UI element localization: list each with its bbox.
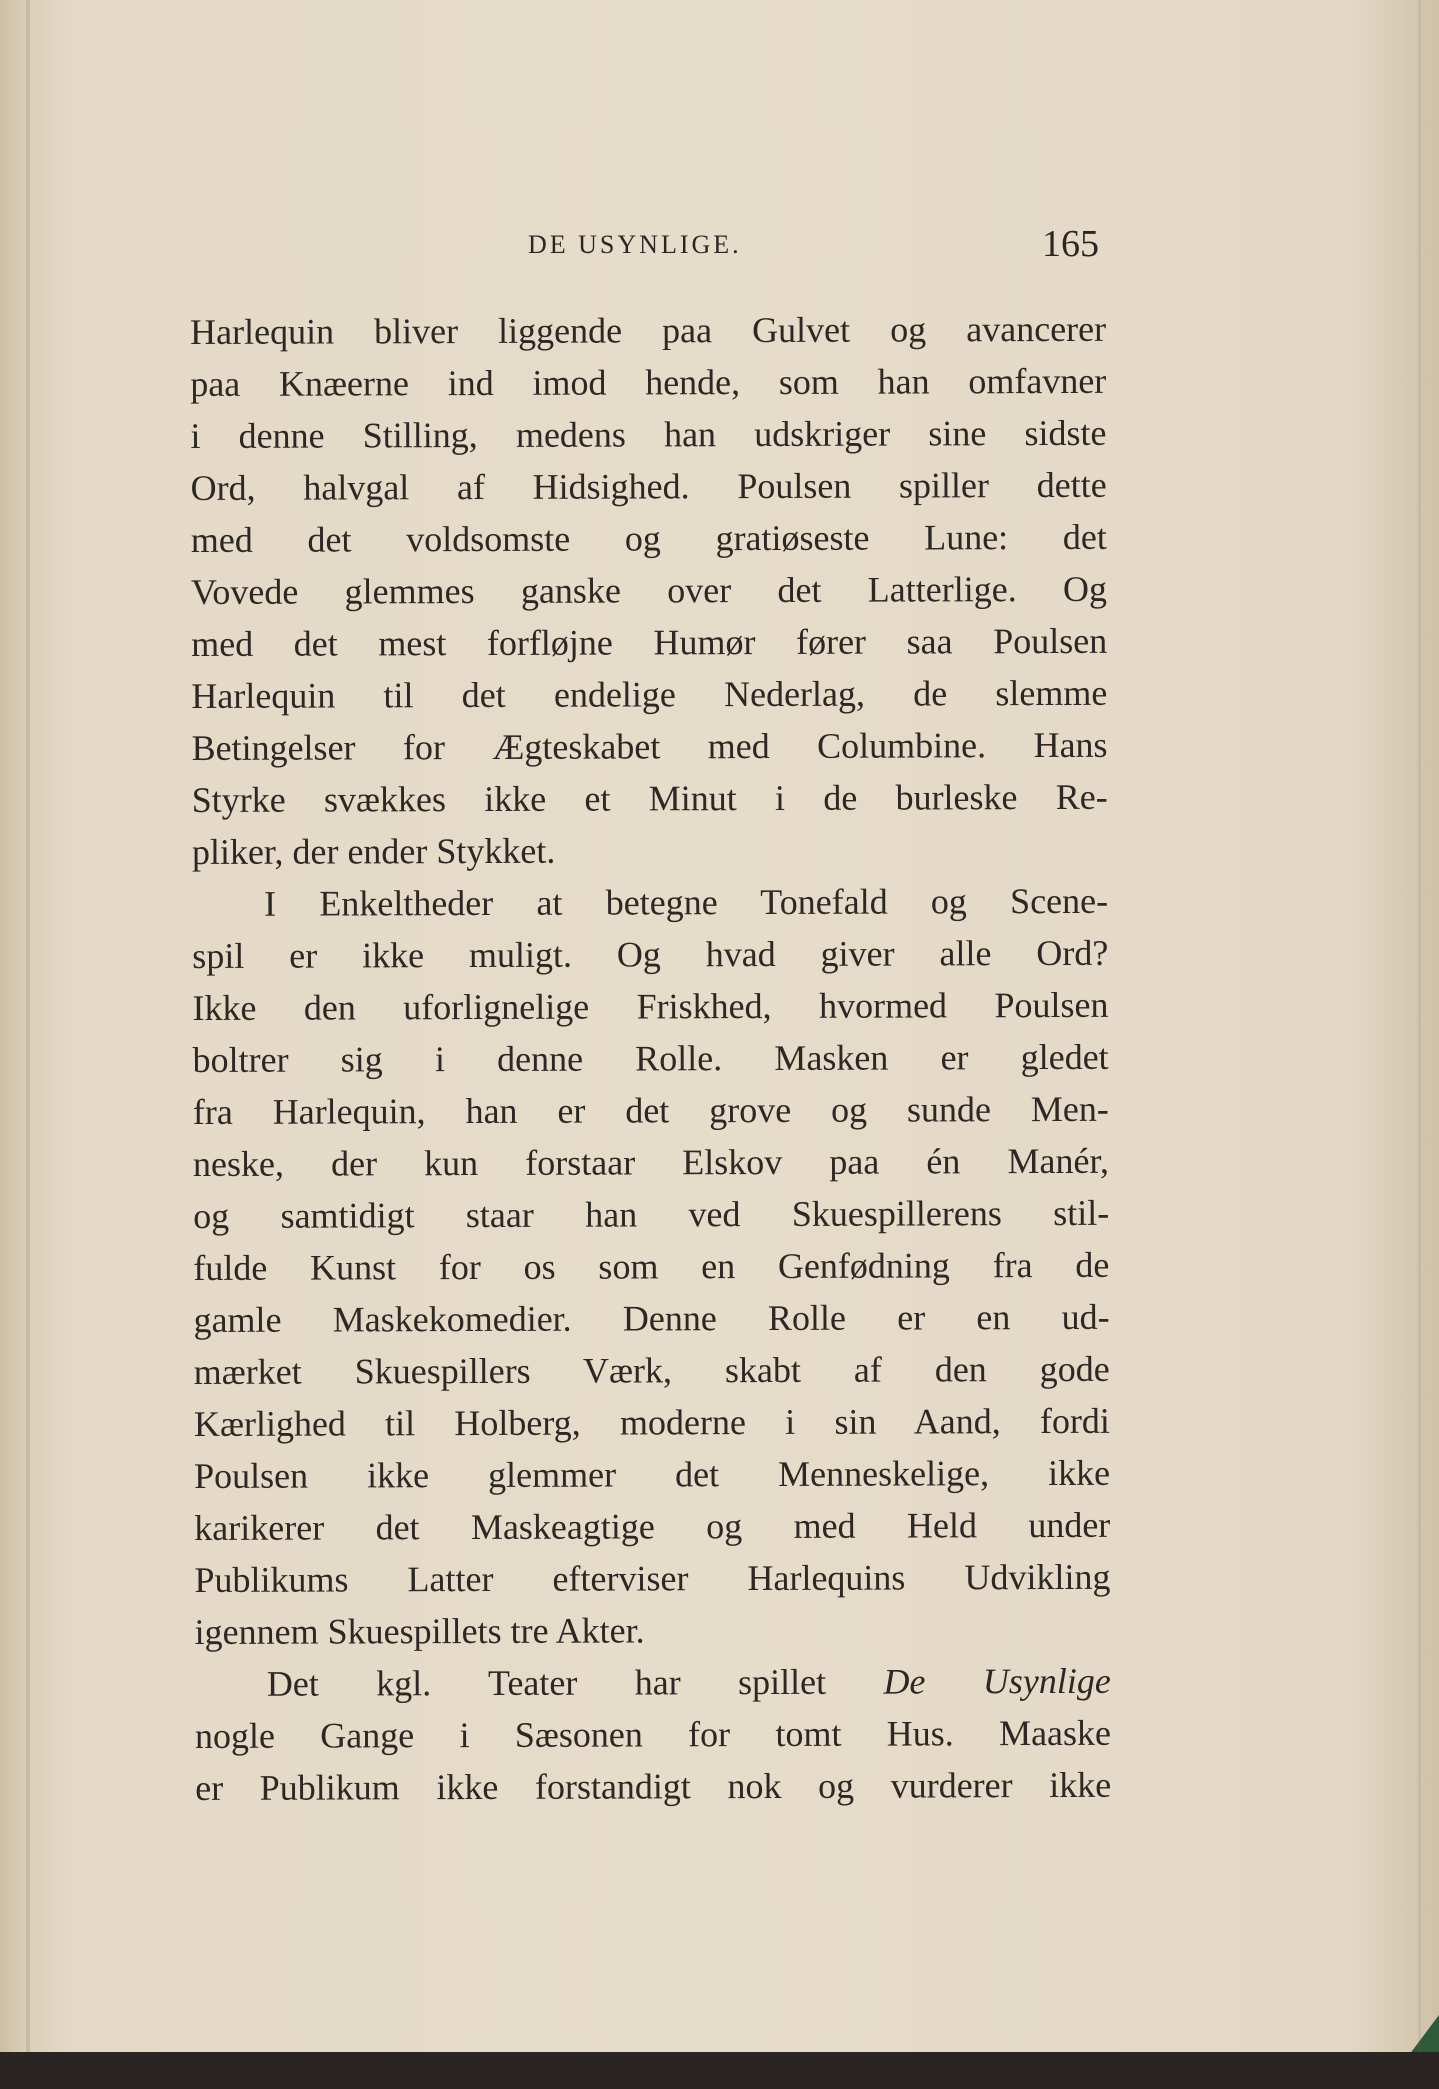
text-line: igennem Skuespillets tre Akter. xyxy=(194,1610,645,1652)
text-line: boltrer sig i denne Rolle. Masken er gledet xyxy=(192,1036,1109,1080)
page-number: 165 xyxy=(1042,223,1099,265)
text-line: neske, der kun forstaar Elskov paa én Manér, xyxy=(192,1140,1110,1184)
corner-tab xyxy=(1409,2015,1439,2052)
text-line: pliker, der ender Stykket. xyxy=(191,830,556,872)
text-line-with-title xyxy=(195,1655,1111,1710)
text-line: fra Harlequin, han er det grove og sunde Men- xyxy=(192,1088,1109,1132)
text-line: Poulsen ikke glemmer det Menneskelige, ikke xyxy=(194,1452,1111,1496)
text-line: Styrke svækkes ikke et Minut i de burleske Re- xyxy=(191,776,1108,820)
text-line: Ikke den uforlignelige Friskhed, hvormed Poulsen xyxy=(192,984,1109,1028)
text-line: Kærlighed til Holberg, moderne i sin Aand, fordi xyxy=(193,1400,1110,1444)
text-line: mærket Skuespillers Værk, skabt af den gode xyxy=(193,1348,1110,1392)
text-line: spil er ikke muligt. Og hvad giver alle Ord? xyxy=(192,932,1109,976)
play-title: De Usynlige xyxy=(883,1660,1111,1702)
text-line: I Enkeltheder at betegne Tonefald og Scene- xyxy=(264,880,1109,924)
scan-bottom-edge xyxy=(0,2052,1439,2089)
running-header xyxy=(0,222,1439,265)
text-line: karikerer det Maskeagtige og med Held under xyxy=(194,1504,1111,1548)
text-line: i denne Stilling, medens han udskriger sine sidste xyxy=(190,412,1107,456)
text-line: med det mest forfløjne Humør fører saa Poulsen xyxy=(191,620,1108,664)
text-line: nogle Gange i Sæsonen for tomt Hus. Maaske xyxy=(194,1712,1112,1756)
text-fragment: Det kgl. Teater har spillet xyxy=(266,1661,827,1704)
body-text xyxy=(190,303,1111,1814)
text-line: fulde Kunst for os som en Genfødning fra de xyxy=(193,1244,1110,1288)
text-line: Vovede glemmes ganske over det Latterlige. Og xyxy=(190,568,1108,612)
text-line: og samtidigt staar han ved Skuespillerens stil- xyxy=(193,1192,1110,1236)
running-title: DE USYNLIGE. xyxy=(528,230,742,259)
text-line: Publikums Latter efterviser Harlequins Udvikling xyxy=(194,1556,1111,1600)
text-line: Harlequin bliver liggende paa Gulvet og avancerer xyxy=(190,308,1107,352)
text-line: Betingelser for Ægteskabet med Columbine. Hans xyxy=(191,724,1108,768)
text-line: med det voldsomste og gratiøseste Lune: det xyxy=(190,516,1107,560)
text-line: Ord, halvgal af Hidsighed. Poulsen spiller dette xyxy=(190,464,1107,508)
text-line: gamle Maskekomedier. Denne Rolle er en ud- xyxy=(193,1296,1110,1340)
text-line: er Publikum ikke forstandigt nok og vurderer ikke xyxy=(195,1764,1112,1808)
text-line: Harlequin til det endelige Nederlag, de slemme xyxy=(191,672,1108,716)
text-line: paa Knæerne ind imod hende, som han omfavner xyxy=(190,360,1107,404)
